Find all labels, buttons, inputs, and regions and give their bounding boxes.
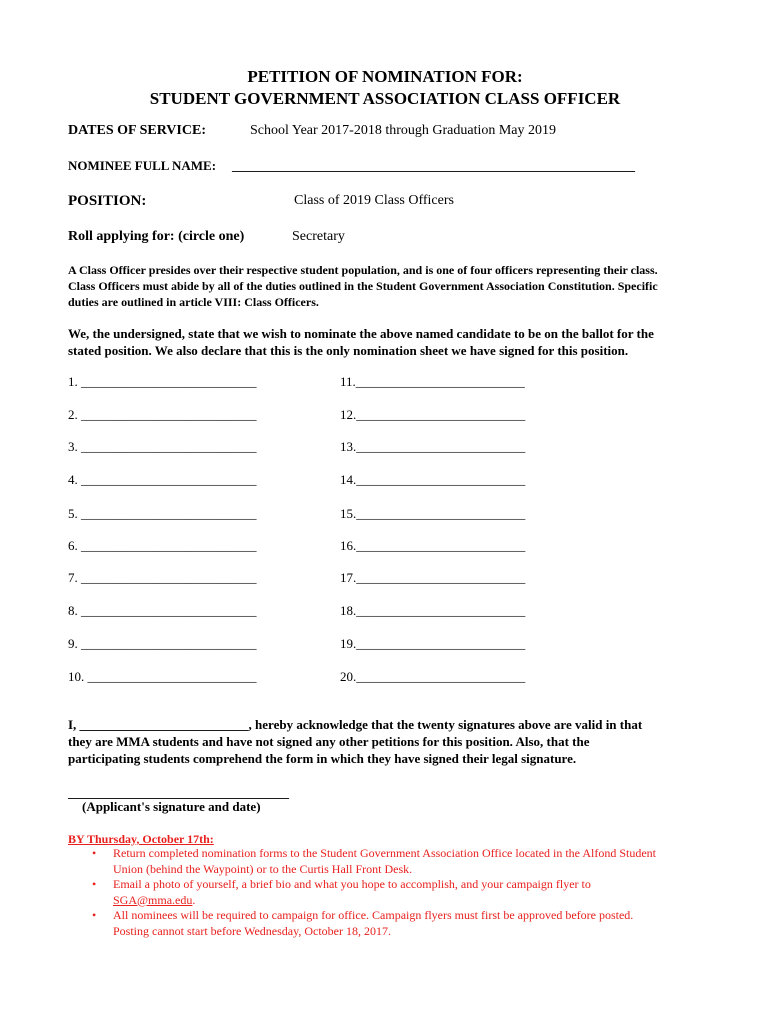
signature-line-4[interactable]: 4. ___________________________ bbox=[68, 472, 257, 487]
dates-of-service-value: School Year 2017-2018 through Graduation May 2019 bbox=[250, 123, 557, 138]
signature-line-14[interactable]: 14.__________________________ bbox=[340, 472, 526, 487]
deadline-item-campaign bbox=[113, 908, 753, 939]
deadline-item-1-line-2: Union (behind the Waypoint) or to the Curtis Hall Front Desk. bbox=[113, 861, 413, 876]
deadline-heading: BY Thursday, October 17th: bbox=[68, 832, 214, 846]
signature-line-13[interactable]: 13.__________________________ bbox=[340, 439, 526, 454]
declaration-line-2: stated position. We also declare that this is the only nomination sheet we have signed for this position. bbox=[68, 343, 629, 358]
signature-line-3[interactable]: 3. ___________________________ bbox=[68, 439, 257, 454]
position-label: POSITION: bbox=[68, 193, 147, 209]
signature-line-7[interactable]: 7. ___________________________ bbox=[68, 570, 257, 585]
signature-line-9[interactable]: 9. ___________________________ bbox=[68, 636, 257, 651]
dates-of-service-label: DATES OF SERVICE: bbox=[68, 123, 206, 138]
applicant-signature-line[interactable]: __________________________________ bbox=[68, 785, 289, 800]
deadline-item-2-line-1: Email a photo of yourself, a brief bio and what you hope to accomplish, and your campaign flyer to bbox=[113, 877, 591, 891]
deadline-item-3-line-1: All nominees will be required to campaign for office. Campaign flyers must first be approved before posted. bbox=[113, 908, 634, 922]
signature-line-16[interactable]: 16.__________________________ bbox=[340, 538, 526, 553]
signature-line-5[interactable]: 5. ___________________________ bbox=[68, 506, 257, 521]
deadline-item-1-line-1: Return completed nomination forms to the Student Government Association Office located in the Alfond Student bbox=[113, 846, 657, 860]
acknowledgement-line-2: they are MMA students and have not signed any other petitions for this position. Also, that the bbox=[68, 734, 590, 749]
signature-line-15[interactable]: 15.__________________________ bbox=[340, 506, 526, 521]
signature-line-2[interactable]: 2. ___________________________ bbox=[68, 407, 257, 422]
signature-line-17[interactable]: 17.__________________________ bbox=[340, 570, 526, 585]
title-line-2: STUDENT GOVERNMENT ASSOCIATION CLASS OFFICER bbox=[149, 89, 621, 108]
description-line-3: duties are outlined in article VIII: Class Officers. bbox=[68, 295, 319, 309]
deadline-item-email-photo bbox=[113, 877, 753, 908]
deadline-item-2-period: . bbox=[192, 892, 196, 907]
deadline-item-return-forms bbox=[113, 846, 753, 877]
signature-line-19[interactable]: 19.__________________________ bbox=[340, 636, 526, 651]
description-line-1: A Class Officer presides over their respective student population, and is one of four officers representing their class. bbox=[68, 263, 658, 277]
signature-line-8[interactable]: 8. ___________________________ bbox=[68, 603, 257, 618]
declaration-line-1: We, the undersigned, state that we wish to nominate the above named candidate to be on the ballot for the bbox=[68, 326, 654, 341]
signature-line-11[interactable]: 11.__________________________ bbox=[340, 374, 525, 389]
roll-value-secretary[interactable]: Secretary bbox=[292, 229, 345, 244]
acknowledgement-line-3: participating students comprehend the form in which they have signed their legal signature. bbox=[68, 751, 577, 766]
signature-line-20[interactable]: 20.__________________________ bbox=[340, 669, 526, 684]
description-line-2: Class Officers must abide by all of the duties outlined in the Student Government Association Constitution. Specific bbox=[68, 279, 658, 293]
signature-line-6[interactable]: 6. ___________________________ bbox=[68, 538, 257, 553]
acknowledgement-line-1: I, __________________________, hereby acknowledge that the twenty signatures above are valid in that bbox=[68, 717, 643, 732]
title-line-1: PETITION OF NOMINATION FOR: bbox=[247, 67, 523, 86]
roll-label: Roll applying for: (circle one) bbox=[68, 229, 245, 244]
sga-email-link[interactable]: SGA@mma.edu bbox=[113, 892, 193, 907]
signature-line-12[interactable]: 12.__________________________ bbox=[340, 407, 526, 422]
signature-line-18[interactable]: 18.__________________________ bbox=[340, 603, 526, 618]
signature-line-1[interactable]: 1. ___________________________ bbox=[68, 374, 257, 389]
signature-line-10[interactable]: 10. __________________________ bbox=[68, 669, 257, 684]
deadline-item-3-line-2: Posting cannot start before Wednesday, October 18, 2017. bbox=[113, 923, 391, 938]
position-value: Class of 2019 Class Officers bbox=[294, 193, 454, 208]
deadline-list bbox=[68, 846, 753, 939]
nominee-name-field[interactable]: ______________________________________________________________ bbox=[232, 158, 635, 173]
nominee-name-label: NOMINEE FULL NAME: bbox=[68, 158, 217, 173]
applicant-signature-label: (Applicant's signature and date) bbox=[82, 799, 261, 814]
